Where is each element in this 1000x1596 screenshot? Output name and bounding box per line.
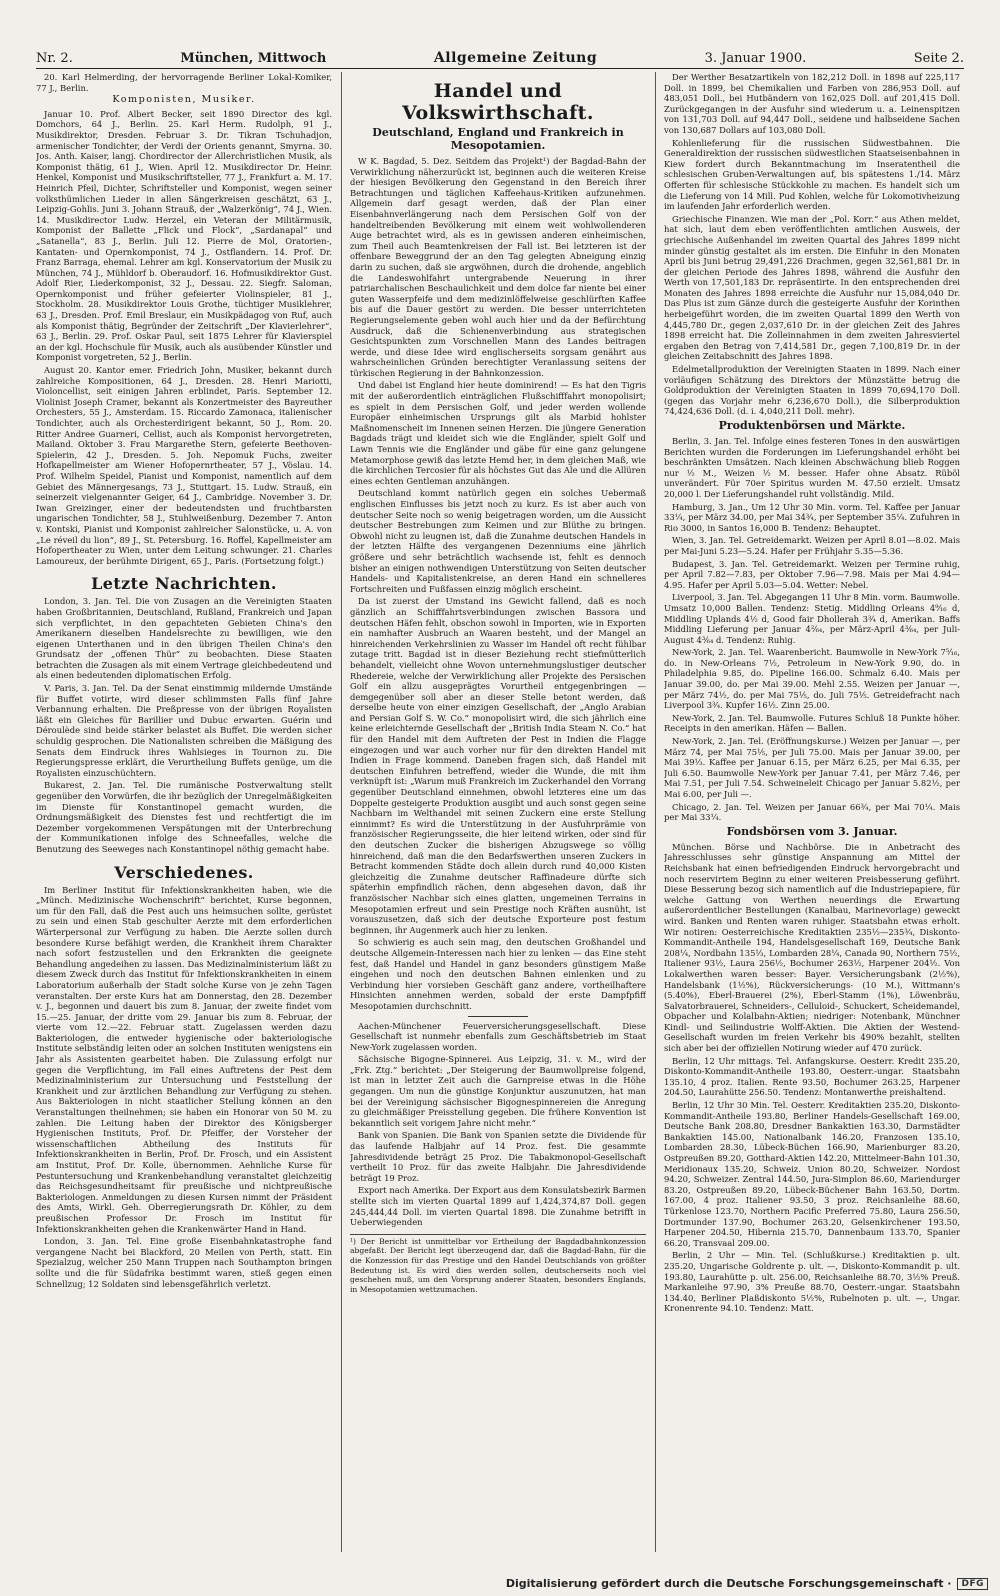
market-report: Budapest, 3. Jan. Tel. Getreidemarkt. Weizen per Termine ruhig, per April 7.82—7.83, per Oktober 7.96—7.98. Mais per Mai 4.94—4.95. Hafer per April 5.03—5.04. Wetter: Nebel.: [664, 558, 960, 590]
letzte-nachrichten-heading: Letzte Nachrichten.: [91, 574, 277, 594]
page-number: Seite 2.: [913, 51, 964, 66]
market-report: Hamburg, 3. Jan., Um 12 Uhr 30 Min. vorm. Tel. Kaffee per Januar 33¼, per März 34.00, per Mai 34¾, per September 35¼. Zufuhren in Rio 3000, in Santos 16,000 B. Tendenz: Behauptet.: [664, 501, 960, 533]
column-1: [36, 72, 332, 1552]
article-paragraph: Deutschland kommt natürlich gegen ein solches Uebermaß englischen Einflusses bis jetzt noch zu kurz. Es ist aber auch von deutscher Seite noch so wenig beigetragen worden, um die Aussicht deutscher Bestrebungen zum Keimen und zur Blüthe zu bringen. Obwohl nicht zu leugnen ist, daß die Zunahme deutschen Handels in der letzten Hälfte des vergangenen Dezenniums eine jährlich größere und sehr beträchtlich wachsende ist, fehlt es dennoch bisher an einigen nothwendigen Unterstützung von Seiten deutscher Handels- und Kapitalistenkreise, an deren Hand ein schnelleres Fortschreiten und Fußfassen einzig möglich erscheint.: [350, 488, 646, 594]
produktenboersen-heading: Produktenbörsen und Märkte.: [718, 419, 906, 432]
issue-number: Nr. 2.: [36, 51, 73, 66]
stock-report: München. Börse und Nachbörse. Die in Anbetracht des Jahresschlusses sehr günstige Anspannung am Mittel der Reichsbank hat einen befriedigenden Eindruck hervorgebracht und noch reservirtem Beginn zu einer weiteren Preisbesserung geführt. Diese Besserung bezog sich namentlich auf die Industriepapiere, für welche Gattung von Werthen neuerdings die Erwartung außerordentlicher Bestellungen (Kanalbau, Marinevorlage) geweckt wird. Banken und Renten waren ruhiger. Staatsbahn etwas erholt. Wir notiren: Oesterreichische Kreditaktien 235½—235¾, Diskonto-Kommandit-Antheile 194, Handelsgesellschaft 169, Deutsche Bank 208¼, Nordbahn 135⅓, Lombarden 28¼, Canada 90, Northern 75½, Italiener 93½, Laura 256½, Bochumer 263½, Harpener 204½. Von Lokalwerthen waren besser: Bayer. Versicherungsbank (2½%), Handelsbank (1½%), Rückversicherungs- (10 M.), Wittmann's (5.40%), Eberl-Brauerei (2%), Eberl-Stamm (1%), Löwenbräu, Salvatorbrauerei, Schneiders-, Celluloid-, Schuckert, Scheidemandel, Obpacher und Kolalbahn-Aktien; niedriger: Notenbank, Münchner Kindl- und Seilindustrie Wolff-Aktien. Die Aktien der Westend-Gesellschaft wurden im freien Verkehr bis 490% bezahlt, stellten sich aber bei der offiziellen Notirung wieder auf 470 zurück.: [664, 841, 960, 1054]
stock-report: Berlin, 2 Uhr — Min. Tel. (Schlußkurse.) Kreditaktien p. ult. 235.20, Ungarische Goldrente p. ult. —, Diskonto-Kommandit p. ult. 193.80, Laurahütte p. ult. 256.00, Reichsanleihe 88.70, 3½% Preuß. Markanleihe 97.90, 3% Preuße 88.70, Oesterr.-ungar. Staatsbahn 134.40, Berliner Plaßdiskonto 5½%, Rubelnoten p. ult. —, Ungar. Kronenrente 94.10. Tendenz: Matt.: [664, 1250, 960, 1314]
news-paragraph: Bukarest, 2. Jan. Tel. Die rumänische Postverwaltung stellt gegenüber den Vorwürfen, die ihr bezüglich der Unregelmäßigkeiten im Dienste für Konstantinopel gemacht wurden, die Ordnungsmäßigkeit des Dienstes fest und rechtfertigt die im Dezember vorgekommenen Verspätungen mit der Unterbrechung der Kommunikationen infolge des Schneefalles, welche die Benutzung des Seeweges nach Konstantinopel nöthig gemacht habe.: [36, 780, 332, 854]
business-item: Griechische Finanzen. Wie man der „Pol. Korr.“ aus Athen meldet, hat sich, laut dem eben veröffentlichten amtlichen Ausweis, der griechische Außenhandel im zweiten Quartal des Jahres 1899 nicht minder günstig gestaltet als im ersten. Die Einfuhr in den Monaten April bis Juni betrug 29,491,226 Drachmen, gegen 32,561,881 Dr. in der gleichen Periode des Jahres 1898, während die Ausfuhr den Werth von 17,501,183 Dr. repräsentirte. In den entsprechenden drei Monaten des Jahres 1898 erreichte die Ausfuhr nur 15,084,040 Dr. Das Plus ist zum Gänze durch die gesteigerte Ausfuhr der Korinthen herbeigeführt worden, die im zweiten Quartal 1899 den Werth von 4,445,780 Dr., gegen 2,037,610 Dr. in der gleichen Zeit des Jahres 1898 erreicht hat. Die Zolleinnahmen in dem zweiten Jahresviertel ergaben den Betrag von 7,414,581 Dr., gegen 7,100,819 Dr. in der gleichen Zeitabschnitt des Jahres 1898.: [664, 213, 960, 362]
news-paragraph: V. Paris, 3. Jan. Tel. Da der Senat einstimmig mildernde Umstände für Buffet votirte, wird dieser schlimmsten Falls fünf Jahre Verbannung erhalten. Die Preßpresse von der übrigen Royalisten läßt ein Gleiches für Barillier und Dubuc erwarten. Guérin und Déroulède sind beide stärker belastet als Buffet. Die werden sicher schuldig gesprochen. Die Nationalisten schreiben die Mäßigung des Senats dem Eindruck ihres Wahlsieges in Tournon zu. Die Regierungspresse erklärt, die Verurtheilung Buffets genüge, um die Royalisten einzuschüchtern.: [36, 683, 332, 778]
market-report: Wien, 3. Jan. Tel. Getreidemarkt. Weizen per April 8.01—8.02. Mais per Mai-Juni 5.23—5.24. Hafer per Frühjahr 5.35—5.36.: [664, 535, 960, 556]
market-report: Berlin, 3. Jan. Tel. Infolge eines festeren Tones in den auswärtigen Berichten wurden die Forderungen im Lieferungshandel erhöht bei beschränkten Umsätzen. Nach kleinen Abschwächung blieb Roggen nur ½ M., Weizen ½ M. besser. Hafer ohne Absatz. Rüböl unverändert. Für 70er Spiritus wurden M. 47.50 erzielt. Umsatz 20,000 l. Der Lieferungshandel ruht vollständig. Mild.: [664, 436, 960, 499]
fondsboersen-heading: Fondsbörsen vom 3. Januar.: [726, 824, 898, 838]
business-item: Export nach Amerika. Der Export aus dem Konsulatsbezirk Barmen stellte sich im vierten Quartal 1899 auf 1,424,374,87 Doll. gegen 245,444,44 Doll. im vierten Quartal 1898. Die Zunahme betrifft in Ueberwiegenden: [350, 1185, 646, 1228]
article-paragraph: So schwierig es auch sein mag, den deutschen Großhandel und deutsche Allgemein-Interessen nach hier zu lenken — das Eine steht fest, daß Handel und Handel in ganz besonders günstigem Maße eingehen und noch den deutschen Bahnen einlenken und zu Verbindung hier vorsieben Geschäft ganz andere, vortheilhaftere Hinsichten annehmen werden, sobald der erste Dampfpfiff Mesopotamien durchschnitt.: [350, 937, 646, 1011]
business-item: Kohlenlieferung für die russischen Südwestbahnen. Die Generaldirektion der russischen südwestlichen Staatseisenbahnen in Kiew fordert durch Bekanntmachung im Inseratentheil die schlesischen Gruben-Verwaltungen auf, bis spätestens 1./14. März Offerten für schlesische Stückkohle zu machen. Es handelt sich um die Lieferung von 14 Mill. Pud Kohlen, welche für Lokomotivheizung im laufenden Jahr erforderlich werden.: [664, 137, 960, 212]
masthead: [36, 40, 964, 69]
stock-report: Berlin, 12 Uhr 30 Min. Tel. Oesterr. Kreditaktien 235.20, Diskonto-Kommandit-Antheile 193.80, Berliner Handels-Gesellschaft 169.00, Deutsche Bank 208.80, Dresdner Bankaktien 163.30, Darmstädter Bankaktien 145.00, Nationalbank 146.20, Franzosen 135.10, Lombarden 28.30, Lübeck-Büchen 166.90, Marienburger 83.20, Ostpreußen 89.20, Gotthard-Aktien 142.20, Mittelmeer-Bahn 101.30, Meridionaux 135.20, Schweiz. Union 80.20, Schweizer. Nordost 94.20, Schweizer. Zentral 144.50, Jura-Simplon 86.60, Mariendurger 83.20, Ostpreußen 89.20, Lübeck-Büchener Bahn 163.50, Dortm. 167.00, 4 proz. Italiener 93.50, 3 proz. Reichsanleihe 88.60, Türkenlose 123.70, Northern Pacific Preferred 75.80, Laura 256.50, Dortmunder 137.90, Bochumer 263.20, Gelsenkirchener 193.50, Harpener 204.50, Hibernia 215.70, Dannenbaum 133.70, Spanier 66.20, Transvaal 209.00.: [664, 1100, 960, 1248]
market-report: New-York, 2. Jan. Tel. (Eröffnungskurse.) Weizen per Januar —, per März 74, per Mai 75⅕, per Juli 75.00. Mais per Januar 39.00, per Mai 39⅓. Kaffee per Januar 6.15, per März 6.25, per Mai 6.35, per Juli 6.50. Baumwolle New-York per Januar 7.41, per März 7.46, per Mai 7.51, per Juli 7.54. Schweineleit Chicago per Januar 5.82½, per Mai 6.00, per Juli —.: [664, 736, 960, 799]
business-item: Bank von Spanien. Die Bank von Spanien setzte die Dividende für das laufende Halbjahr auf 14 Proz. fest. Die gesammte Jahresdividende beträgt 25 Proz. Die Tabakmonopol-Gesellschaft vertheilt 10 Proz. für das zweite Halbjahr. Die Jahresdividende beträgt 19 Proz.: [350, 1130, 646, 1183]
separator: [468, 1016, 528, 1017]
verschiedenes-paragraph: Im Berliner Institut für Infektionskrankheiten haben, wie die „Münch. Medizinische Wochenschrift“ berichtet, Kurse begonnen, um für den Fall, daß die Pest auch uns heimsuchen sollte, gerüstet zu sein und einen Stab geschulter Aerzte mit dem erforderlichen Wärterpersonal zur Verfügung zu haben. Die Aerzte sollen durch besondere Kurse befähigt werden, die Krankheit ihrem Charakter nach sofort festzustellen und den Erkrankten die geeignete Behandlung angedeihen zu lassen. Das Medizinalministerium läßt zu diesem Zweck durch das Institut für Infektionskrankheiten in einem Laboratorium außerhalb der Stadt solche Kurse von je zehn Tagen veranstalten. Der erste Kurs hat am Donnerstag, den 28. Dezember v. J., begonnen und dauert bis zum 8. Januar, der zweite findet vom 15.—25. Januar, der dritte vom 29. Januar bis zum 8. Februar, der vierte vom 12.—22. Februar statt. Zugelassen werden dazu Bakteriologen, die entweder hygienische oder bakteriologische Institute selbständig leiten oder an solchen Instituten wenigstens ein Jahr als Assistenten gearbeitet haben. Die Zulassung erfolgt nur gegen die Verpflichtung, im Fall eines Auftretens der Pest dem Medizinalministerium zur Untersuchung und Feststellung der Krankheit und zur ärztlichen Behandlung zur Verfügung zu stehen. Aus Bakteriologen in nicht staatlicher Stellung können an den Veranstaltungen theilnehmen; sie haben ein Honorar von 50 M. zu zahlen. Die Leitung haben der Direktor des Königsberger Hygienischen Instituts, Prof. Dr. Pfeiffer, der Vorsteher der wissenschaftlichen Abtheilung des Instituts für Infektionskrankheiten in Berlin, Prof. Dr. Frosch, und ein Assistent am Institut, Prof. Dr. Kolle, übernommen. Aehnliche Kurse für Pestuntersuchung und Krankenbehandlung veranstaltet gleichzeitig das Reichsgesundheitsamt für preußische und nichtpreußische Bakteriologen. Anmeldungen zu diesen Kursen nimmt der Präsident des Amts, Wirkl. Geh. Oberregierungsrath Dr. Köhler, zu dem preußischen Professor Dr. Frosch im Institut für Infektionskrankheiten gehen die Krankenwärter Hand in Hand.: [36, 884, 332, 1234]
article-heading: Deutschland, England und Frankreich in Mesopotamien.: [372, 126, 624, 152]
market-report: New-York, 2. Jan. Tel. Waarenbericht. Baumwolle in New-York 7⁵⁄₁₆, do. in New-Orleans 7½, Petroleum in New-York 9.90, do. in Philadelphia 9.85, do. Pipeline 166.00. Schmalz 6.40. Mais per Januar 39.00, do. per Mai 39.00. Mehl 2.55. Weizen per Januar —, per März 74½, do. per Mai 75⅕, do. Juli 75⅕. Getreidefracht nach Liverpool 3¾. Kupfer 16½. Zinn 25.00.: [664, 647, 960, 711]
verschiedenes-heading: Verschiedenes.: [114, 862, 254, 882]
news-paragraph: London, 3. Jan. Tel. Die von Zusagen an die Vereinigten Staaten haben Großbritannien, Deutschland, Rußland, Frankreich und Japan sich verpflichtet, in den gepachteten Gebieten China's den Amerikanern dieselben Handelsrechte zu bewilligen, wie den eigenen Unterthanen und in den übrigen Theilen China's den Grundsatz der „offenen Thür“ zu beobachten. Diese Staaten betrachten die Zusagen als mit einem Vertrage gleichbedeutend und als einen bedeutenden diplomatischen Erfolg.: [36, 596, 332, 681]
business-item: Edelmetallproduktion der Vereinigten Staaten in 1899. Nach einer vorläufigen Schätzung des Direktors der Münzstätte betrug die Goldproduktion der Vereinigten Staaten in 1899 70,694,170 Doll. (gegen das Vorjahr mehr 6,236,670 Doll.), die Silberproduktion 74,424,636 Doll. (d. i. 4,040,211 Doll. mehr).: [664, 364, 960, 417]
stock-report: Berlin, 12 Uhr mittags. Tel. Anfangskurse. Oesterr. Kredit 235.20, Diskonto-Kommandit-Antheile 193.80, Oesterr.-ungar. Staatsbahn 135.10, 4 proz. Italien. Rente 93.50, Bochumer 263.25, Harpener 204.50, Laurahütte 256.50. Tendenz: Montanwerthe preishaltend.: [664, 1055, 960, 1098]
handel-heading: Handel und Volkswirthschaft.: [402, 80, 594, 124]
business-item: Der Werther Besatzartikeln von 182,212 Doll. in 1898 auf 225,117 Doll. in 1899, bei Chemikalien und Farben von 286,953 Doll. auf 483,051 Doll., bei Hutbändern von 162,025 Doll. auf 201,415 Doll. Zurückgegangen in der Ausfuhr sind wiederum u. a. Leinenspitzen von 131,703 Doll. auf 94,447 Doll., seidene und halbseidene Sachen von 130,687 Dollars auf 103,080 Doll.: [664, 72, 960, 135]
digitization-footer: [506, 1577, 988, 1590]
business-item: Sächsische Bigogne-Spinnerei. Aus Leipzig, 31. v. M., wird der „Frk. Ztg.“ berichtet: „Der Steigerung der Baumwollpreise folgend, ist man in letzter Zeit auch die Garnpreise etwas in die Höhe gegangen. Um nun die günstige Konjunktur auszunutzen, hat man bei der Vereinigung sächsischer Bigognespinnereien die Anregung zu gleichmäßiger Preisstellung gegeben. Die frühere Konvention ist bekanntlich seit vorigem Jahre nicht mehr.“: [350, 1054, 646, 1128]
komponisten-paragraph: Januar 10. Prof. Albert Becker, seit 1890 Director des kgl. Domchors, 64 J., Berlin. 25. Karl Herm. Rudolph, 91 J., Musikdirektor, Dresden. Februar 3. Dr. Tikran Tschuhadjon, armenischer Tondichter, der Verdi der Orients genannt, Smyrna. 30. Jos. Anth. Kaiser, langj. Chordirector der Allerchristlichen Musik, als Komponist thätig, 61 J., Wien. April 12. Musikdirector Dr. Heinr. Henkel, Komponist und Musikschriftsteller, 77 J., Frankfurt a. M. 17. Heinrich Pfeil, Dichter, Schriftsteller und Komponist, wegen seiner volksthümlichen Lieder in allen Sängerkreisen geschätzt, 63 J., Leipzig-Gohlis. Juni 3. Johann Strauß, der „Walzerkönig“, 74 J., Wien. 14. Musikdirector Ludw. Herzel, ein Veteran der Militärmusik, Komponist der Ballette „Flick und Flock“, „Sardanapal“ und „Satanella“, 83 J., Berlin. Juli 12. Pierre de Mol, Oratorien-, Kantaten- und Opernkomponist, 74 J., Ostflandern. 14. Prof. Dr. Franz Barraga, ehemal. Lehrer am kgl. Konservatorium der Musik zu München, 74 J., Mühldorf b. Oberaudorf. 16. Hofmusikdirektor Gust. Adolf Rier, Liederkomponist, 32 J., Dessau. 22. Siegfr. Saloman, Opernkomponist und früher gefeierter Violinspieler, 81 J., Stockholm. 28. Musikdirektor Louis Grothe, tüchtiger Musiklehrer, 63 J., Dresden. Prof. Emil Breslaur, ein Musikpädagog von Ruf, auch als Komponist thätig, Begründer der Zeitschrift „Der Klavierlehrer“, 63 J., Berlin. 29. Prof. Oskar Paul, seit 1875 Lehrer für Klavierspiel an der kgl. Hochschule für Musik, auch als ausübender Künstler und Komponist vorgetreten, 52 J., Berlin.: [36, 108, 332, 363]
footnote: ¹) Der Bericht ist unmittelbar vor Ertheilung der Bagdadbahnkonzession abgefaßt. Der Bericht legt überzeugend dar, daß die Bagdad-Bahn, für die die Konzession für das Prestige und den Handel Deutschlands von größter Bedeutung ist. Es wird dies werden sollen, deutscherseits noch viel geschehen muß, um den Vorsprung anderer Staaten, besonders Englands, in Mesopotamien wettzumachen.: [350, 1234, 646, 1295]
komponisten-paragraph: August 20. Kantor emer. Friedrich John, Musiker, bekannt durch zahlreiche Kompositionen, 64 J., Dresden. 28. Henri Mariotti, Violoncellist, seit einigen Jahren erblindet, Paris. September 12. Violinist Joseph Cramer, bekannt als Konzertmeister des Bayreuther Orchesters, 55 J., Amsterdam. 15. Riccardo Zamonaca, italienischer Tondichter, auch als Orchesterdirigent bekannt, 50 J., Rom. 20. Ritter Andree Guarneri, Cellist, auch als Komponist hervorgetreten, Mailand. Oktober 3. Frau Margarethe Stern, gefeierte Beethoven-Spielerin, 42 J., Dresden. 5. Joh. Nepomuk Fuchs, zweiter Hofkapellmeister am Wiener Hofopernrtheater, 57 J., Vöslau. 14. Prof. Wilhelm Speidel, Pianist und Komponist, namentlich auf dem Gebiet des Männergesangs, 73 J., Stuttgart. 15. Ludw. Strauß, ein seinerzeit vielgenannter Geiger, 64 J., Cambridge. November 3. Dr. Iwan Greizinger, einer der bedeutendsten und fruchtbarsten ungarischen Tondichter, 58 J., Stuhlweißenburg. Dezember 7. Anton v. Kontski, Pianist und Komponist zahlreicher Salonstücke, u. A. von „Le réveil du lion“, 89 J., St. Petersburg. 16. Roffel, Kapellmeister am Hofopertheater zu Wien, unter dem Leitung schwunger. 21. Charles Lamoureux, der berühmte Dirigent, 65 J., Paris. (Fortsetzung folgt.): [36, 365, 332, 566]
columns: [36, 72, 964, 1552]
column-3: [664, 72, 960, 1552]
footer-text: Digitalisierung gefördert durch die Deutsche Forschungsgemeinschaft ·: [505, 1577, 952, 1590]
newspaper-title: Allgemeine Zeitung: [433, 50, 598, 66]
market-report: Liverpool, 3. Jan. Tel. Abgegangen 11 Uhr 8 Min. vorm. Baumwolle. Umsatz 10,000 Ballen. Tendenz: Stetig. Middling Orleans 4⁹⁄₁₆ d, Middling Uplands 4½ d, Good fair Dhollerah 3¾ d, Amerikan. Baffs Middling Lieferung per Januar 4²⁄₆₄, per März-April 4³⁄₆₄, per Juli-August 4³⁄₆₄ d. Tendenz: Ruhig.: [664, 592, 960, 645]
issue-date: 3. Januar 1900.: [704, 51, 807, 66]
article-paragraph: Da ist zuerst der Umstand ins Gewicht fallend, daß es noch gänzlich an Schifffahrtsverbindungen zwischen Bassora und deutschen Häfen fehlt, obschon sowohl in Importen, wie in Exporten ein namhafter Ausbruch an Waaren besteht, und der Mangel an hinreichenden Verkehrslinien zu Wasser im Handel oft recht fühlbar zutage tritt. Bagdad ist in dieser Beziehung recht stiefmütterlich behandelt, vielleicht ohne Wovon unternehmungslustiger deutscher Rhedereie, welche der Verwirklichung aller Projekte des Persischen Golf ein allzu ausgeprägtes Vorurtheil entgegenbringen — demgegenüber soll aber an dieser Stelle betont werden, daß derselbe heute von einer einzigen Gesellschaft, der „Anglo Arabian and Persian Golf S. W. Co.“ monopolisirt wird, die sich jährlich eine keine erleichternde Gesellschaft der „British India Steam N. Co.“ hat für den Handel mit dem Auftreten der Pest in Indien die Flagge eingezogen und war auch vorher nur für den direkten Handel mit Indien in Frage kommend. Daneben fragen sich, daß Handel mit deutschen Einfuhren betreffend, wieder die Wunde, die mit ihm verknüpft ist: „Warum muß Frankreich im Zuckerhandel den Vorrang gegenüber Deutschland einnehmen, obwohl letzteres eine um das Doppelte gesteigerte Produktion ausgibt und auch sonst gegen seine Nachbarn im Welthandel mit seinen Zuckern eine erste Stellung einnimmt? Es wird die Unterstützung in der Ausfuhrprämie von französischer Regierungsseite, die hier leitend wirken, oder sind für den deutschen Zucker die bisherigen Abzugswege so völlig hinreichend, daß man die den Bedarfswerthen unseren Zuckers in Betracht kommenden Städte doch allein durch rund 40,000 Kisten gleichzeitig die Zunahme deutscher Raffinadeure dürfte sich späterhin empfindlich rächen, denn abgesehen davon, daß ihr französischer Nachbar sich eines glatten, ungemeinen Terrains in Mesopotamien erfreut und sein Prestige noch Kräften ausnüht, ist vorauszusetzen, daß sich der deutsche Exporteure post festum beginnen, ihr Augenmerk auch hier zu lenken.: [350, 596, 646, 935]
komponisten-heading: Komponisten, Musiker.: [112, 94, 256, 106]
market-report: Chicago, 2. Jan. Tel. Weizen per Januar 66¾, per Mai 70¼. Mais per Mai 33¼.: [664, 801, 960, 823]
intro-paragraph: 20. Karl Helmerding, der hervorragende Berliner Lokal-Komiker, 77 J., Berlin.: [36, 72, 332, 93]
column-rule: [341, 72, 342, 1552]
article-paragraph: Und dabei ist England hier heute dominirend! — Es hat den Tigris mit der außerordentlich einträglichen Flußschifffahrt monopolisirt; es spielt in dem Persischen Golf, und jeder werden wollende Europäer einheimischen Ursprungs gilt als Marbid hohlster Maßnomenscheit im Innenen seinen Herzen. Die jüngere Generation Bagdads trägt und kleidet sich wie die Engländer, spielt Golf und Lawn Tennis wie die Engländer und gäbe für eine ganz gelungene Metamorphose gewiß das letzte Hemd her, in dem gleichen Maß, wie die kirchlichen Tercosier für als höchstes Gut das Ale und die Allüren eines echten Gentleman anzuhängen.: [350, 380, 646, 486]
column-rule: [655, 72, 656, 1552]
market-report: New-York, 2. Jan. Tel. Baumwolle. Futures Schluß 18 Punkte höher. Receipts in den amerikan. Häfen — Ballen.: [664, 712, 960, 734]
verschiedenes-paragraph: London, 3. Jan. Tel. Eine große Eisenbahnkatastrophe fand vergangene Nacht bei Blackford, 20 Meilen von Perth, statt. Ein Spezialzug, welcher 250 Mann Truppen nach Southampton bringen sollte und die für Südafrika bestimmt waren, stieß gegen einen Schnellzug; 12 Soldaten sind lebensgefährlich verletzt.: [36, 1236, 332, 1289]
column-2: [350, 72, 646, 1552]
business-item: Aachen-Münchener Feuerversicherungsgesellschaft. Diese Gesellschaft ist nunmehr ebenfalls zum Geschäftsbetrieb im Staat New-York zugelassen worden.: [350, 1020, 646, 1052]
article-paragraph: W K. Bagdad, 5. Dez. Seitdem das Projekt¹) der Bagdad-Bahn der Verwirklichung näherzurückt ist, beginnen auch die weiteren Kreise der hiesigen Bevölkerung den Gegenstand in den Bereich ihrer Betrachtungen und täglichen Kaffeehaus-Kritiken aufzunehmen. Allgemein darf gesagt werden, daß der Plan einer Eisenbahnverlängerung nach dem Persischen Golf von der handeltreibenden Bevölkerung mit einem weit wohlwollenderen Auge betrachtet wird, als es in gewissen anderen einheimischen, zum Theil auch Beamtenkreisen der Fall ist. Bei letzteren ist der offenbare Beweggrund der an den Tag gelegten Abneigung einzig darin zu suchen, daß sie argwöhnen, durch die drohende, angeblich die Landeswohlfahrt untergrabende Neuerung in ihrer patriarchalischen Beschaulichkeit und dem dolce far niente bei einer guten Wasserpfeife und dem medizinlöffelweise geschlürften Kaffee bis auf die Dauer gestört zu werden. Die besser unterrichteten Regierungselemente geben wohl auch hier und da der Befürchtung Ausdruck, daß die Schienenverbindung aus strategischen Gesichtspunkten zum Vorschnellen Mann des Landes beitragen werde, und diese Idee wird englischerseits sorgsam genährt aus wahrscheinlichen Gründen berechtigter Veranlassung seitens der türkischen Regierung in der Bahnkonzession.: [350, 156, 646, 378]
place-day: München, Mittwoch: [180, 51, 327, 66]
dfg-logo: DFG: [957, 1578, 988, 1590]
